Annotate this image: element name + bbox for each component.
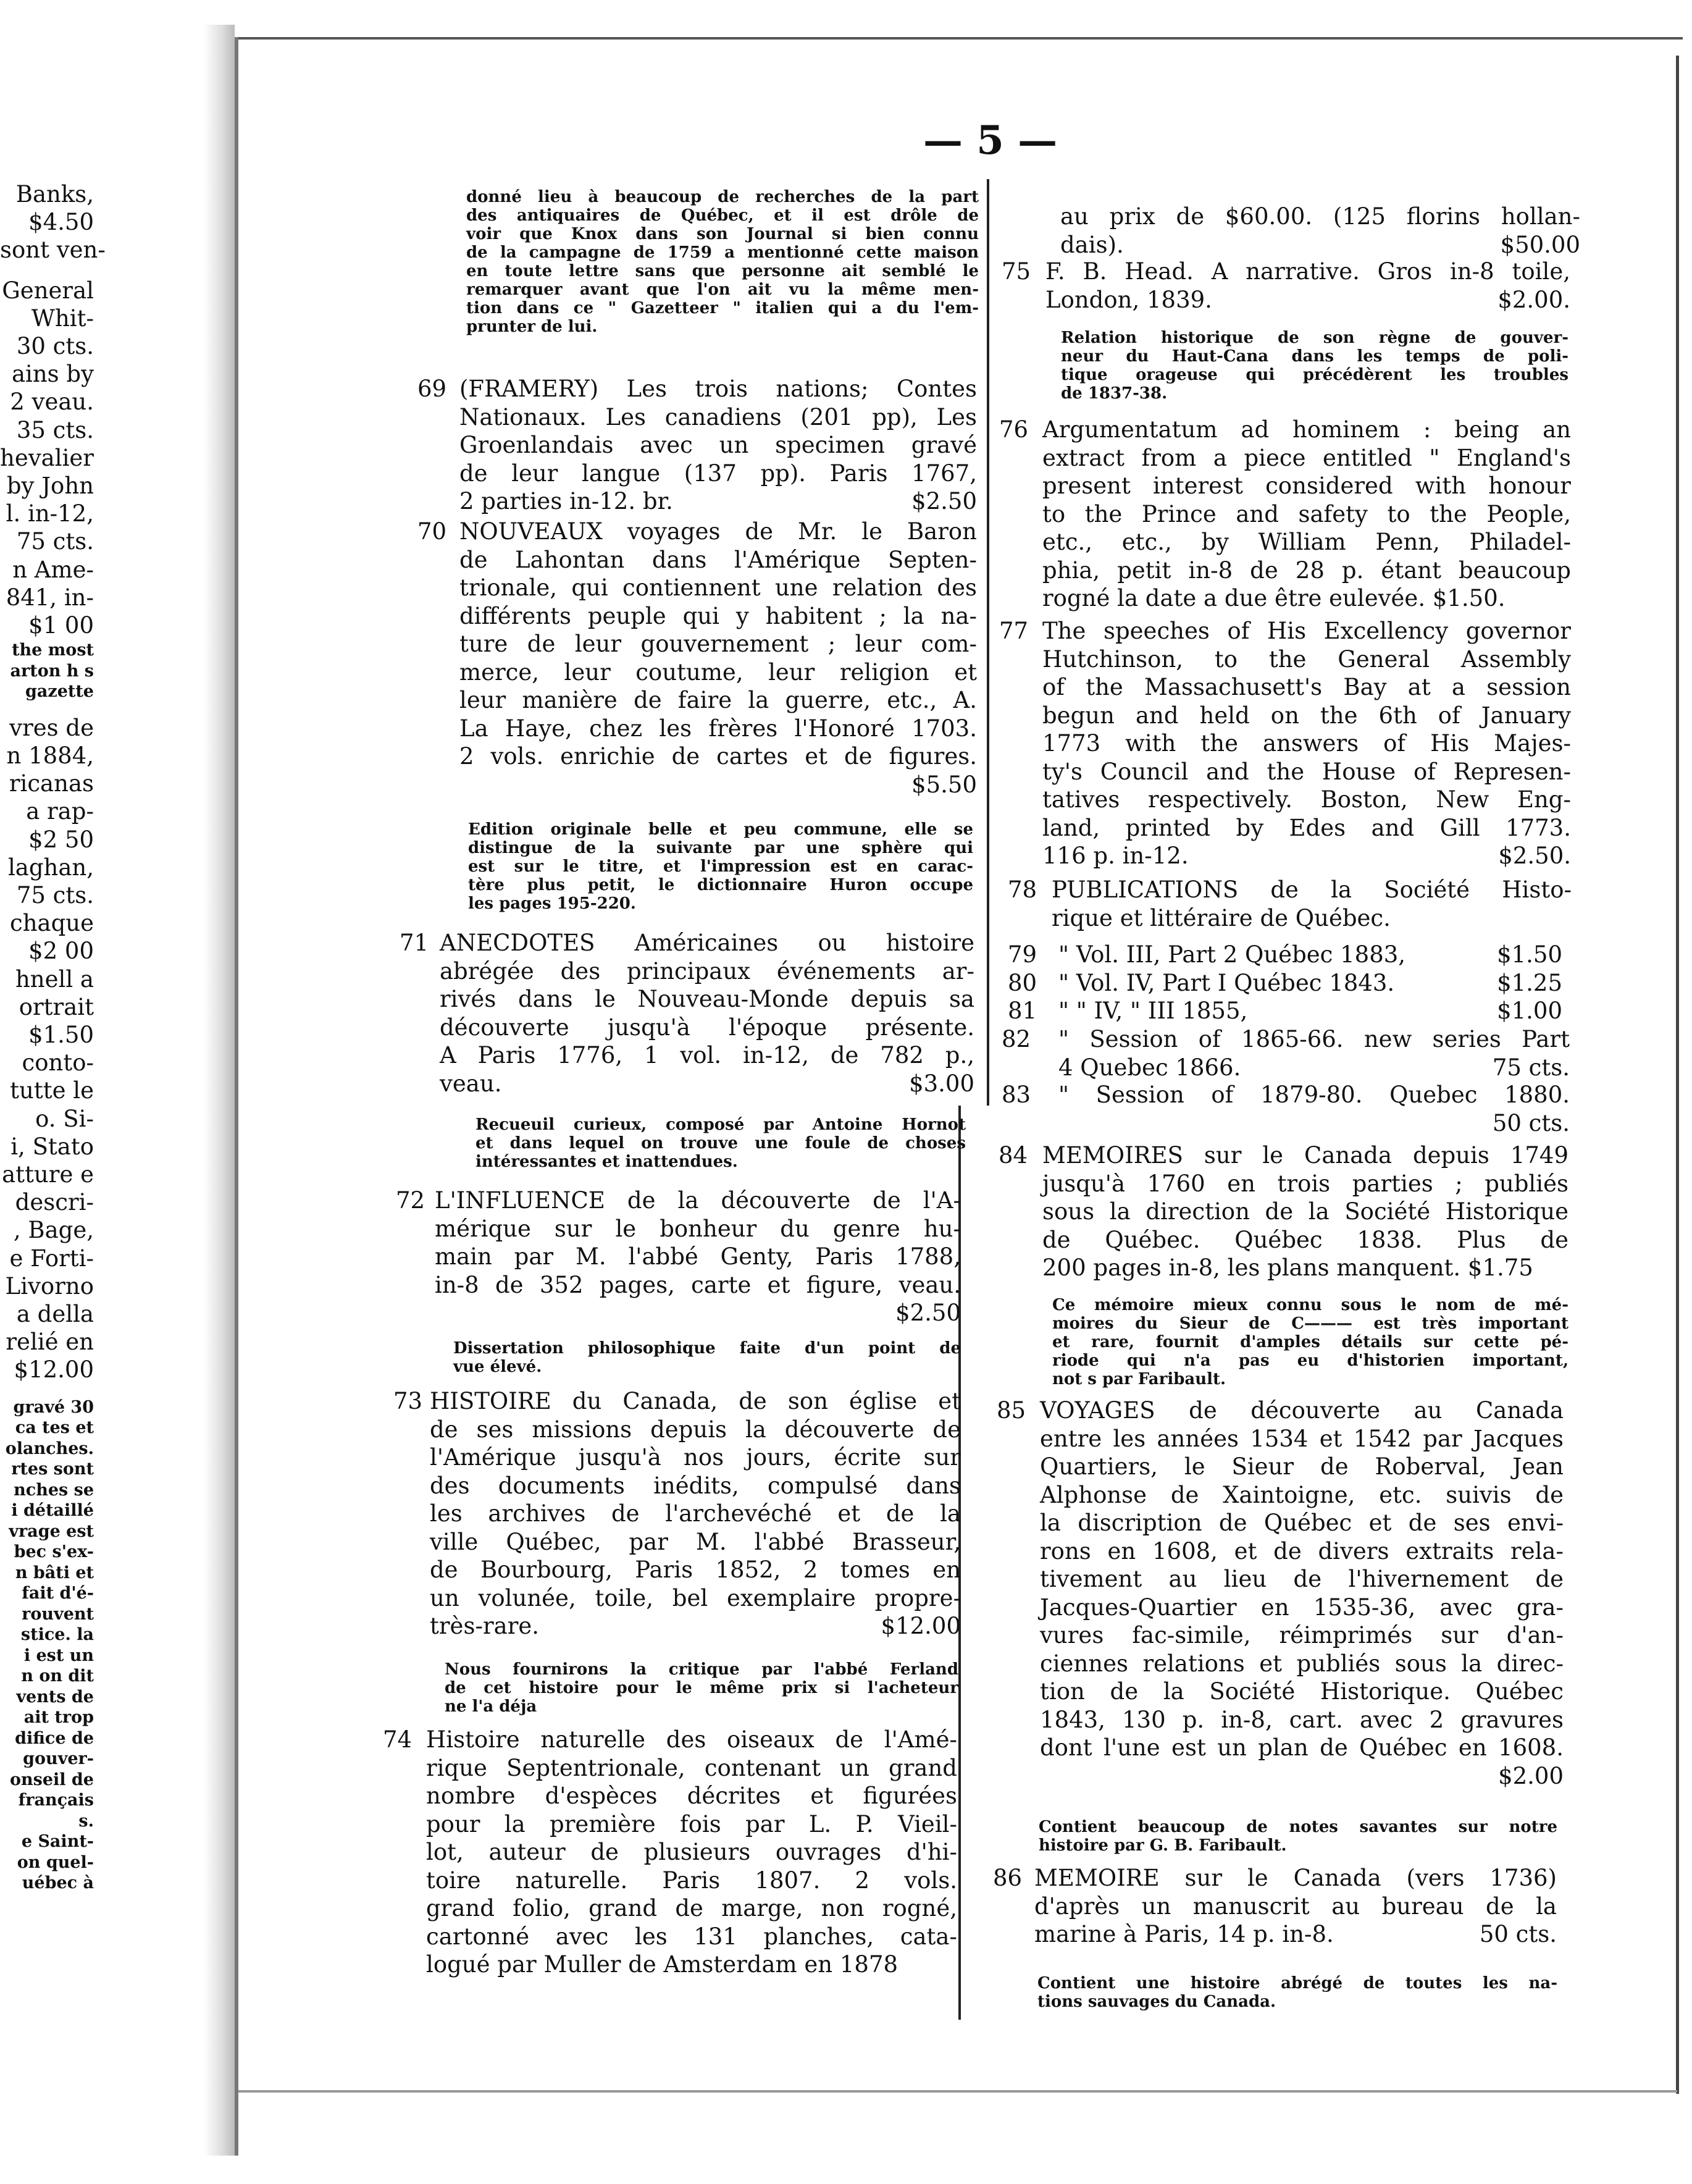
entry-number: 79	[1008, 941, 1037, 968]
left-fragment-line: français	[18, 1791, 94, 1810]
left-fragment-line: i est un	[23, 1645, 94, 1665]
entry-line: veau. $3.00	[440, 1070, 974, 1097]
note-line: ne l'a déja	[445, 1697, 537, 1716]
note-line: tique orageuse qui précédèrent les troubles	[1061, 366, 1568, 384]
entry-line: trionale, qui contiennent une relation des	[459, 574, 977, 601]
page-number: — 5 —	[923, 117, 1058, 164]
entry-price: $1.00	[1497, 998, 1562, 1024]
entry-line: ville Québec, par M. l'abbé Brasseur,	[430, 1528, 961, 1555]
entry-line: $2.50	[895, 1300, 961, 1326]
left-fragment-line: by John	[6, 472, 94, 499]
entry-number: 80	[1008, 969, 1037, 996]
entry-line: vures fac-simile, réimprimés sur d'an-	[1040, 1622, 1564, 1648]
note-line: riode qui n'a pas eu d'historien important,	[1052, 1351, 1568, 1370]
left-fragment-line: e Saint-	[21, 1832, 94, 1851]
note-line: Recueuil curieux, composé par Antoine Hornot	[475, 1115, 966, 1134]
note-line: Dissertation philosophique faite d'un point de	[453, 1339, 961, 1358]
left-fragment-line: n bâti et	[15, 1563, 94, 1582]
left-fragment-line: atture e	[2, 1161, 94, 1188]
entry-line: l'Amérique jusqu'à nos jours, écrite sur	[430, 1444, 961, 1471]
entry-line: MEMOIRES sur le Canada depuis 1749	[1042, 1142, 1568, 1169]
entry-price: $1.50	[1497, 941, 1562, 968]
entry-line: Jacques-Quartier en 1535-36, avec gra-	[1040, 1594, 1564, 1621]
entry-line: PUBLICATIONS de la Société Histo-	[1052, 876, 1572, 903]
entry-line: leur manière de faire la guerre, etc., A.	[459, 687, 977, 713]
note-line: histoire par G. B. Faribault.	[1039, 1836, 1287, 1855]
note-line: Contient beaucoup de notes savantes sur notre	[1039, 1818, 1557, 1836]
note-line: et rare, fournit d'amples détails sur cette pé-	[1052, 1333, 1568, 1351]
note-line: de 1837-38.	[1061, 384, 1168, 403]
entry-line: Argumentatum ad hominem : being an	[1042, 416, 1571, 443]
note-line: de cet histoire pour le même prix si l'acheteur	[445, 1679, 958, 1697]
entry-line: jusqu'à 1760 en trois parties ; publiés	[1042, 1170, 1568, 1197]
note-line: not s par Faribault.	[1052, 1370, 1226, 1388]
left-fragment-line: vres de	[9, 714, 94, 741]
note-line: remarquer avant que l'on ait vu la même men-	[466, 280, 979, 299]
entry-line: des documents inédits, compulsé dans	[430, 1472, 961, 1499]
page-bottom-edge	[238, 2090, 1677, 2093]
entry-line: cartonné avec les 131 planches, cata-	[426, 1923, 957, 1950]
entry-line: " Session of 1879-80. Quebec 1880.	[1058, 1082, 1570, 1108]
entry-line: au prix de $60.00. (125 florins hollan-	[1060, 203, 1580, 230]
left-fragment-line: on quel-	[17, 1852, 94, 1872]
column-rule-upper	[987, 179, 989, 1106]
entry-line: Hutchinson, to the General Assembly	[1042, 645, 1571, 673]
entry-line: 1773 with the answers of His Majes-	[1042, 730, 1571, 757]
entry-line: main par M. l'abbé Genty, Paris 1788,	[435, 1243, 961, 1270]
entry-line: HISTOIRE du Canada, de son église et	[430, 1388, 961, 1414]
entry-line: The speeches of His Excellency governor	[1042, 618, 1571, 644]
entry-line: A Paris 1776, 1 vol. in-12, de 782 p.,	[440, 1042, 974, 1069]
entry-number: 75	[1002, 258, 1031, 285]
left-fragment-line: rouvent	[22, 1604, 94, 1624]
entry-line: de Québec. Québec 1838. Plus de	[1042, 1226, 1568, 1253]
note-line: distingue de la suivante par une sphère qui	[468, 839, 973, 857]
entry-line: 2 vols. enrichie de cartes et de figures.	[459, 743, 977, 770]
entry-line: rons en 1608, et de divers extraits rela-	[1040, 1537, 1564, 1564]
left-fragment-line: vrage est	[9, 1521, 94, 1541]
entry-line: 1843, 130 p. in-8, cart. avec 2 gravures	[1040, 1706, 1564, 1733]
entry-number: 69	[417, 376, 447, 402]
note-line: Contient une histoire abrégé de toutes les na-	[1037, 1974, 1557, 1993]
page-top-border	[238, 37, 1683, 40]
entry-number: 84	[999, 1142, 1028, 1169]
left-fragment-line: ortrait	[19, 993, 94, 1020]
entry-line: tatives respectively. Boston, New Eng-	[1042, 786, 1571, 813]
entry-number: 76	[999, 416, 1029, 443]
note-line: voir que Knox dans son Journal si bien connu	[466, 225, 979, 243]
entry-line: merce, leur coutume, leur religion et	[459, 658, 977, 686]
left-fragment-line: s.	[78, 1811, 94, 1831]
entry-line: toire naturelle. Paris 1807. 2 vols.	[426, 1867, 957, 1894]
left-fragment-line: the most	[12, 640, 94, 660]
entry-line: in-8 de 352 pages, carte et figure, veau.	[435, 1271, 961, 1298]
left-fragment-line: $12.00	[14, 1356, 94, 1384]
entry-line: pour la première fois par L. P. Vieil-	[426, 1810, 957, 1838]
entry-line: découverte jusqu'à l'époque présente.	[440, 1014, 974, 1041]
left-fragment-line: General	[2, 277, 94, 304]
note-line: est sur le titre, et l'impression est en carac-	[468, 857, 973, 876]
page-right-edge	[1676, 56, 1679, 2094]
page-left-edge	[235, 37, 238, 2156]
left-fragment-line: fait d'é-	[22, 1584, 94, 1603]
entry-line: ANECDOTES Américaines ou histoire	[440, 930, 974, 956]
page-left-shadow	[204, 25, 235, 2156]
entry-line: très-rare. $12.00	[430, 1613, 961, 1639]
left-fragment-line: Whit-	[31, 304, 94, 332]
left-fragment-line: rtes sont	[11, 1460, 94, 1479]
left-fragment-line: $1.50	[28, 1021, 94, 1048]
entry-line: etc., etc., by William Penn, Philadel-	[1042, 529, 1571, 555]
entry-line: dont l'une est un plan de Québec en 1608.	[1040, 1734, 1564, 1761]
entry-line: L'INFLUENCE de la découverte de l'A-	[435, 1187, 961, 1214]
entry-line: extract from a piece entitled " England's	[1042, 444, 1571, 471]
note-line: tions sauvages du Canada.	[1037, 1993, 1276, 2011]
left-fragment-line: $2 50	[28, 826, 94, 853]
note-line: tion dans ce " Gazetteer " italien qui a du l'em-	[466, 299, 979, 317]
entry-line: mérique sur le bonheur du genre hu-	[435, 1215, 961, 1242]
entry-line: tion de la Société Historique. Québec	[1040, 1678, 1564, 1705]
entry-line: de leur langue (137 pp). Paris 1767,	[459, 460, 977, 487]
entry-line: " Session of 1865-66. new series Part	[1058, 1026, 1570, 1052]
left-fragment-line: o. Si-	[35, 1105, 94, 1132]
entry-line: $2.00	[1498, 1762, 1564, 1789]
note-line: vue élevé.	[453, 1358, 542, 1376]
entry-line: rique Septentrionale, contenant un grand	[426, 1754, 957, 1781]
entry-line: $5.50	[911, 771, 977, 798]
entry-line: to the Prince and safety to the People,	[1042, 500, 1571, 527]
entry-line: Histoire naturelle des oiseaux de l'Amé-	[426, 1726, 957, 1753]
entry-line: " Vol. IV, Part I Québec 1843.	[1058, 969, 1395, 996]
left-fragment-line: gouver-	[23, 1749, 94, 1768]
left-fragment-line: sont ven-	[0, 237, 106, 264]
left-fragment-line: $1 00	[28, 612, 94, 639]
entry-line: of the Massachusett's Bay at a session	[1042, 674, 1571, 700]
left-fragment-line: 35 cts.	[16, 416, 94, 443]
entry-number: 77	[999, 618, 1029, 644]
left-fragment-line: relié en	[6, 1329, 94, 1356]
entry-line: de Bourbourg, Paris 1852, 2 tomes en	[430, 1556, 961, 1583]
left-fragment-line: n Ame-	[12, 556, 94, 583]
entry-line: différents peuple qui y habitent ; la na-	[459, 602, 977, 629]
left-fragment-line: 75 cts.	[16, 881, 94, 909]
entry-line: rogné la date a due être eulevée. $1.50.	[1042, 585, 1506, 611]
entry-line: present interest considered with honour	[1042, 472, 1571, 499]
entry-line: ty's Council and the House of Represen-	[1042, 758, 1571, 785]
entry-line: abrégée des principaux événements ar-	[440, 957, 974, 985]
entry-line: begun and held on the 6th of January	[1042, 702, 1571, 729]
entry-number: 71	[400, 930, 429, 956]
note-line: moires du Sieur de C——— est très important	[1052, 1314, 1568, 1333]
left-fragment-line: vents de	[16, 1687, 94, 1707]
note-line: tère plus petit, le dictionnaire Huron occupe	[468, 876, 973, 894]
left-fragment-line: bec s'ex-	[14, 1542, 94, 1561]
entry-line: NOUVEAUX voyages de Mr. le Baron	[459, 518, 977, 545]
entry-line: phia, petit in-8 de 28 p. étant beaucoup	[1042, 556, 1571, 584]
entry-line: 4 Quebec 1866. 75 cts.	[1058, 1054, 1570, 1081]
left-fragment-line: difice de	[15, 1728, 94, 1748]
note-line: Relation historique de son règne de gouver-	[1061, 329, 1568, 347]
entry-line: Groenlandais avec un specimen gravé	[459, 432, 977, 458]
entry-number: 70	[417, 518, 447, 545]
entry-number: 81	[1008, 998, 1037, 1024]
note-line: et dans lequel on trouve une foule de choses	[475, 1134, 966, 1153]
left-fragment-line: hevalier	[0, 444, 94, 471]
entry-line: un volunée, toile, bel exemplaire propre-	[430, 1584, 961, 1611]
left-fragment-line: n on dit	[21, 1666, 94, 1686]
entry-line: (FRAMERY) Les trois nations; Contes	[459, 376, 977, 402]
left-fragment-line: 841, in-	[6, 584, 94, 611]
entry-number: 74	[383, 1726, 413, 1753]
entry-line: grand folio, grand de marge, non rogné,	[426, 1895, 957, 1922]
entry-line: dais). $50.00	[1060, 231, 1580, 258]
entry-line: " Vol. III, Part 2 Québec 1883,	[1058, 941, 1406, 968]
left-fragment-line: Banks,	[15, 181, 94, 208]
note-line: Nous fournirons la critique par l'abbé Ferland	[445, 1660, 958, 1679]
left-fragment-line: hnell a	[15, 965, 94, 993]
entry-number: 73	[393, 1388, 423, 1414]
entry-line: 50 cts.	[1492, 1109, 1570, 1136]
entry-line: rivés dans le Nouveau-Monde depuis sa	[440, 986, 974, 1012]
note-line: neur du Haut-Cana dans les temps de poli-	[1061, 347, 1568, 366]
entry-line: ture de leur gouvernement ; leur com-	[459, 631, 977, 657]
entry-line: La Haye, chez les frères l'Honoré 1703.	[459, 715, 977, 742]
left-fragment-line: olanches.	[5, 1438, 94, 1458]
left-fragment-line: 75 cts.	[16, 528, 94, 555]
entry-line: logué par Muller de Amsterdam en 1878	[426, 1951, 898, 1978]
left-fragment-line: conto-	[22, 1049, 94, 1077]
left-fragment-line: gazette	[25, 682, 94, 702]
note-line: les pages 195-220.	[468, 894, 636, 913]
entry-line: sous la direction de la Société Historique	[1042, 1198, 1568, 1225]
left-fragment-line: laghan,	[7, 854, 94, 881]
left-fragment-line: ains by	[11, 361, 94, 388]
left-fragment-line: nches se	[14, 1480, 94, 1500]
entry-line: entre les années 1534 et 1542 par Jacques	[1040, 1425, 1564, 1452]
left-fragment-line: onseil de	[10, 1770, 94, 1789]
entry-line: rique et littéraire de Québec.	[1052, 904, 1391, 931]
entry-line: MEMOIRE sur le Canada (vers 1736)	[1034, 1865, 1557, 1891]
note-line: intéressantes et inattendues.	[475, 1153, 738, 1171]
entry-line: nombre d'espèces décrites et figurées	[426, 1783, 957, 1809]
left-fragment-line: ricanas	[9, 770, 94, 797]
entry-line: Quartiers, le Sieur de Roberval, Jean	[1040, 1453, 1564, 1480]
entry-line: F. B. Head. A narrative. Gros in-8 toile,	[1045, 258, 1570, 285]
entry-line: " " IV, " III 1855,	[1058, 998, 1248, 1024]
left-fragment-line: 30 cts.	[16, 333, 94, 359]
left-fragment-line: arton h s	[10, 661, 94, 681]
left-fragment-line: tutte le	[10, 1077, 94, 1104]
left-fragment-line: stice. la	[20, 1625, 94, 1644]
entry-line: lot, auteur de plusieurs ouvrages d'hi-	[426, 1839, 957, 1865]
left-fragment-line: $2 00	[28, 938, 94, 965]
entry-number: 78	[1008, 876, 1037, 903]
left-fragment-line: ca tes et	[15, 1418, 94, 1437]
entry-line: land, printed by Edes and Gill 1773.	[1042, 814, 1571, 841]
entry-line: de Lahontan dans l'Amérique Septen-	[459, 546, 977, 573]
left-fragment-line: i, Stato	[10, 1133, 94, 1160]
entry-line: Alphonse de Xaintoigne, etc. suivis de	[1040, 1481, 1564, 1508]
left-fragment-line: 2 veau.	[10, 388, 94, 416]
note-line: en toute lettre sans que personne ait semblé le	[466, 262, 979, 280]
entry-line: VOYAGES de découverte au Canada	[1040, 1397, 1564, 1424]
entry-line: marine à Paris, 14 p. in-8. 50 cts.	[1034, 1921, 1557, 1947]
entry-line: 200 pages in-8, les plans manquent. $1.75	[1042, 1254, 1533, 1281]
left-fragment-line: chaque	[9, 910, 94, 937]
left-fragment-line: $4.50	[28, 209, 94, 236]
left-fragment-line: ait trop	[23, 1708, 94, 1727]
left-fragment-line: , Bage,	[13, 1217, 94, 1244]
entry-number: 85	[997, 1397, 1026, 1424]
note-line: prunter de lui.	[466, 317, 598, 336]
note-line: des antiquaires de Québec, et il est drôle de	[466, 206, 979, 225]
entry-line: de ses missions depuis la découverte de	[430, 1416, 961, 1443]
entry-line: 116 p. in-12. $2.50.	[1042, 842, 1571, 869]
left-fragment-line: Livorno	[5, 1272, 94, 1300]
left-fragment-line: uébec à	[22, 1873, 94, 1892]
left-fragment-line: l. in-12,	[6, 500, 94, 527]
note-line: Ce mémoire mieux connu sous le nom de mé-	[1052, 1296, 1568, 1314]
entry-line: ciennes relations et publiés sous la direc-	[1040, 1650, 1564, 1677]
entry-line: les archives de l'archevéché et de la	[430, 1500, 961, 1527]
left-fragment-line: a rap-	[26, 798, 94, 825]
entry-line: London, 1839. $2.00.	[1045, 286, 1570, 313]
entry-line: tivement au lieu de l'hivernement de	[1040, 1566, 1564, 1592]
left-fragment-line: gravé 30	[13, 1397, 94, 1417]
left-fragment-line: i détaillé	[11, 1501, 94, 1520]
left-fragment-line: descri-	[15, 1189, 94, 1216]
entry-price: $1.25	[1497, 969, 1562, 996]
entry-line: d'après un manuscrit au bureau de la	[1034, 1892, 1557, 1920]
note-line: de la campagne de 1759 a mentionné cette maison	[466, 243, 979, 262]
note-line: donné lieu à beaucoup de recherches de la part	[466, 188, 979, 206]
entry-line: Nationaux. Les canadiens (201 pp), Les	[459, 403, 977, 430]
note-line: Edition originale belle et peu commune, elle se	[468, 820, 973, 839]
entry-number: 83	[1002, 1082, 1031, 1108]
left-fragment-line: e Forti-	[9, 1245, 94, 1272]
entry-line: 2 parties in-12. br. $2.50	[459, 488, 977, 514]
left-fragment-line: n 1884,	[6, 742, 94, 769]
entry-number: 82	[1002, 1026, 1031, 1052]
entry-number: 86	[993, 1865, 1023, 1891]
left-fragment-line: a della	[16, 1300, 94, 1327]
entry-line: la discription de Québec et de ses envi-	[1040, 1510, 1564, 1536]
entry-number: 72	[396, 1187, 425, 1214]
